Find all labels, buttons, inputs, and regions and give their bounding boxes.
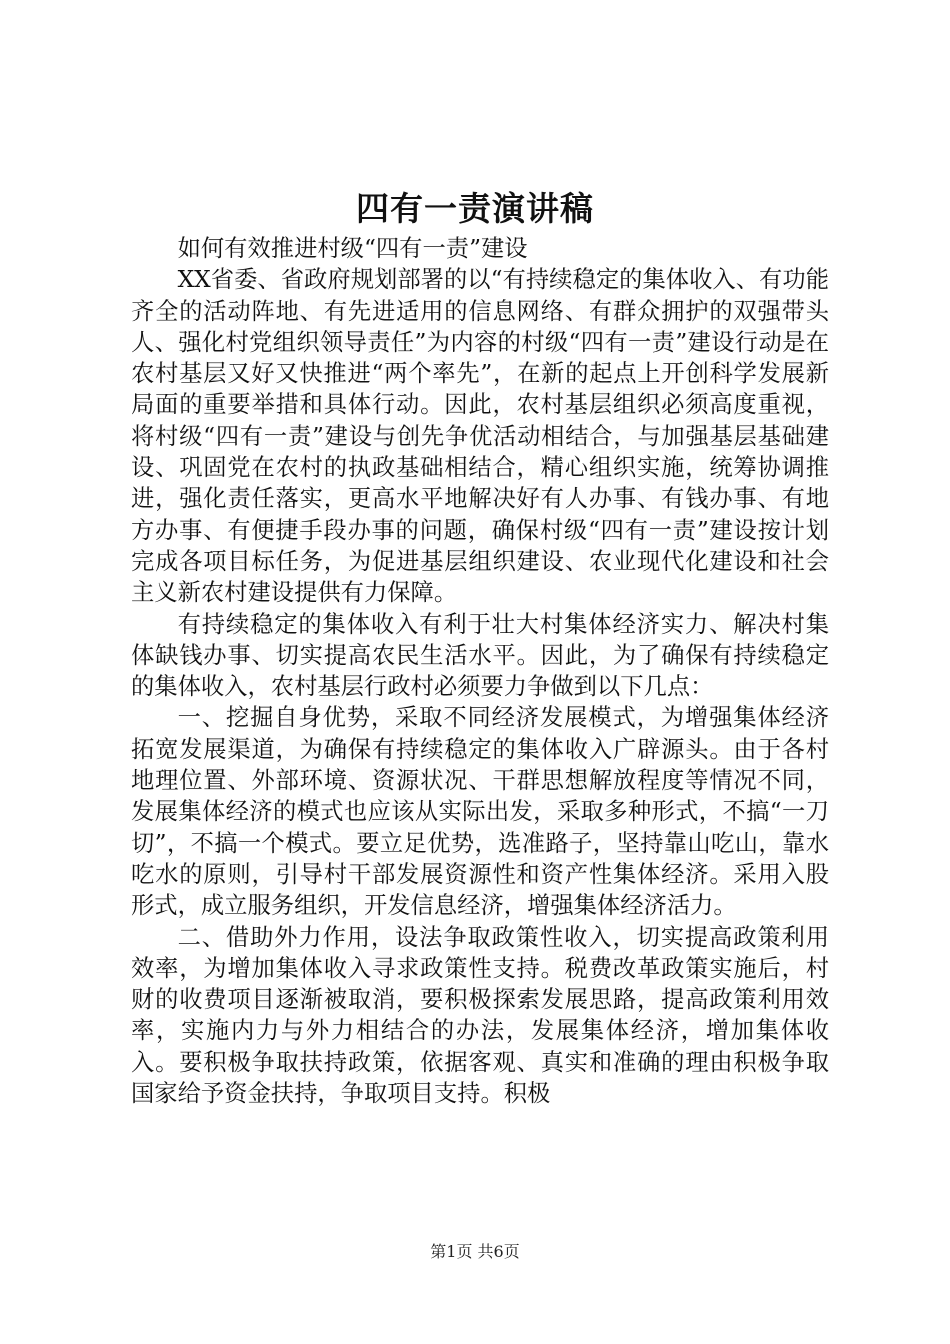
paragraph-point-two: 二、借助外力作用，设法争取政策性收入，切实提高政策利用效率，为增加集体收入寻求政策性支持。税费改革政策实施后，村财的收费项目逐渐被取消，要积极探索发展思路，提高政策利用效率，实施内力与外力相结合的办法，发展集体经济，增加集体收入。要积极争取扶持政策，依据客观、真实和准确的理由积极争取国家给予资金扶持，争取项目支持。积极 bbox=[131, 923, 829, 1108]
paragraph-point-one: 一、挖掘自身优势，采取不同经济发展模式，为增强集体经济拓宽发展渠道，为确保有持续稳定的集体收入广辟源头。由于各村地理位置、外部环境、资源状况、干群思想解放程度等情况不同，发展集体经济的模式也应该从实际出发，采取多种形式，不搞“一刀切”，不搞一个模式。要立足优势，选准路子，坚持靠山吃山，靠水吃水的原则，引导村干部发展资源性和资产性集体经济。采用入股形式，成立服务组织，开发信息经济，增强集体经济活力。 bbox=[131, 704, 829, 920]
paragraph-income: 有持续稳定的集体收入有利于壮大村集体经济实力、解决村集体缺钱办事、切实提高农民生活水平。因此，为了确保有持续稳定的集体收入，农村基层行政村必须要力争做到以下几点： bbox=[131, 610, 829, 701]
paragraph-intro: XX省委、省政府规划部署的以“有持续稳定的集体收入、有功能齐全的活动阵地、有先进适用的信息网络、有群众拥护的双强带头人、强化村党组织领导责任”为内容的村级“四有一责”建设行动是在农村基层又好又快推进“两个率先”，在新的起点上开创科学发展新局面的重要举措和具体行动。因此，农村基层组织必须高度重视，将村级“四有一责”建设与创先争优活动相结合，与加强基层基础建设、巩固党在农村的执政基础相结合，精心组织实施，统筹协调推进，强化责任落实，更高水平地解决好有人办事、有钱办事、有地方办事、有便捷手段办事的问题，确保村级“四有一责”建设按计划完成各项目标任务，为促进基层组织建设、农业现代化建设和社会主义新农村建设提供有力保障。 bbox=[131, 266, 829, 607]
paragraph-subtitle: 如何有效推进村级“四有一责”建设 bbox=[177, 235, 528, 262]
document-body bbox=[131, 233, 829, 1109]
document-title: 四有一责演讲稿 bbox=[356, 189, 594, 228]
page-footer: 第1页 共6页 bbox=[430, 1242, 520, 1261]
